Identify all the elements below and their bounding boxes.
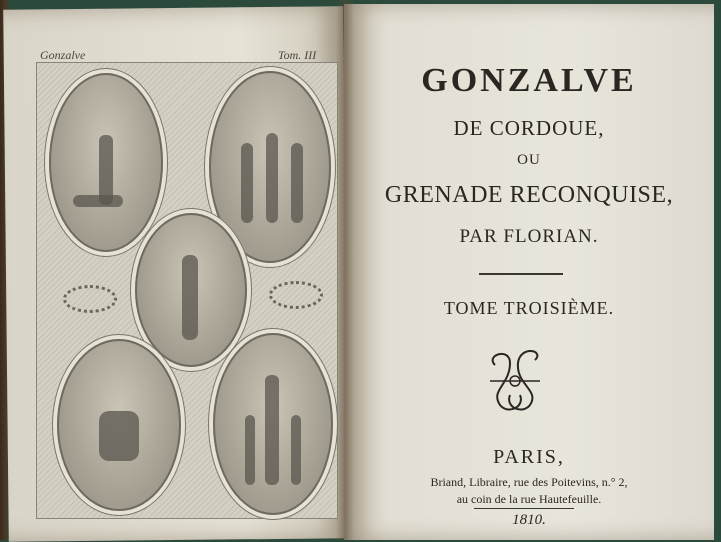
running-head-title: Gonzalve xyxy=(40,48,86,62)
engraving-center xyxy=(135,213,247,367)
volume-label: TOME TROISIÈME. xyxy=(443,298,615,318)
publication-year: 1810. xyxy=(512,512,546,528)
imprint-city: PARIS, xyxy=(493,446,565,468)
title-page xyxy=(344,0,714,540)
title-rule xyxy=(479,273,563,275)
wreath-ornament-left xyxy=(63,285,117,313)
imprint-rule xyxy=(474,508,574,509)
frontispiece-plate xyxy=(36,62,338,519)
book-subtitle: GRENADE RECONQUISE, xyxy=(384,182,674,208)
book-title-line2: DE CORDOUE, xyxy=(453,116,605,140)
engraving-top-left xyxy=(49,73,163,252)
book-title: GONZALVE xyxy=(421,62,637,99)
engraving-bottom-left xyxy=(57,339,181,511)
monogram-icon xyxy=(480,345,550,417)
book-author: PAR FLORIAN. xyxy=(459,226,599,247)
imprint-publisher: Briand, Libraire, rue des Poitevins, n.° 2, xyxy=(430,475,628,489)
engraving-bottom-right xyxy=(213,333,333,515)
wreath-ornament-right xyxy=(269,281,323,309)
imprint-address: au coin de la rue Hautefeuille. xyxy=(456,492,602,506)
title-connector: OU xyxy=(517,152,541,168)
running-head-volume: Tom. III xyxy=(278,48,317,62)
